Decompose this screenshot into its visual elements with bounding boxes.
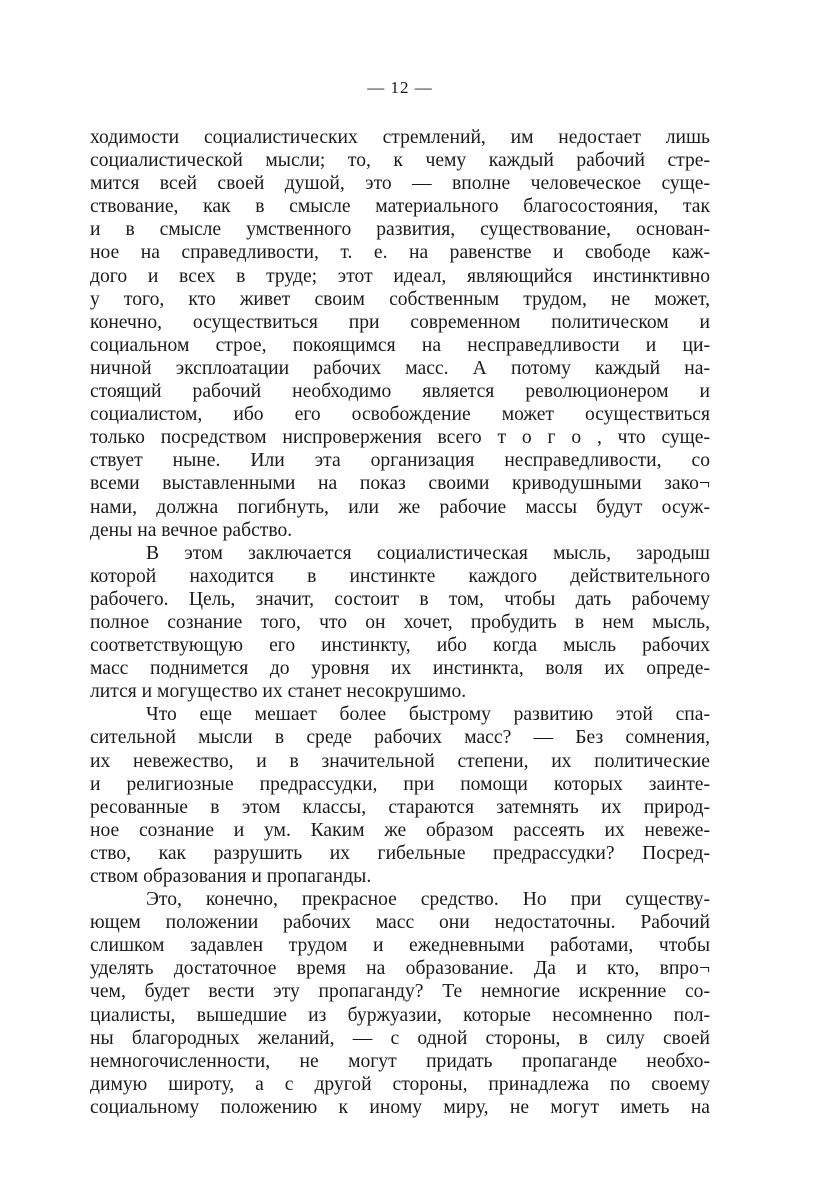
paragraph: [90, 126, 710, 542]
paragraph: [90, 542, 710, 704]
text-line: лится и могущество их станет несокрушимо.: [90, 681, 467, 703]
text-line: чем, будет вести эту пропаганду? Те немногие искренние со-: [90, 981, 710, 1003]
text-line: конечно, осуществиться при современном политическом и: [90, 311, 710, 333]
text-line: уделять достаточное время на образование. Да и кто, впро¬: [90, 958, 710, 980]
text-line: ничной эксплоатации рабочих масс. А потому каждый на-: [90, 357, 710, 379]
text-line: Это, конечно, прекрасное средство. Но при существу-: [146, 889, 710, 911]
text-line: ное сознание и ум. Каким же образом рассеять их невеже-: [90, 819, 710, 841]
text-line: нами, должна погибнуть, или же рабочие массы будут осуж-: [90, 496, 710, 518]
text-line: дого и всех в труде; этот идеал, являющийся инстинктивно: [90, 265, 710, 287]
text-line: у того, кто живет своим собственным трудом, не может,: [90, 288, 710, 310]
text-line: всеми выставленными на показ своими криводушными зако¬: [90, 473, 710, 495]
text-line: только посредством ниспровержения всего т о г о , что суще-: [90, 427, 710, 449]
text-line: социальном строе, покоящимся на несправедливости и ци-: [90, 334, 710, 356]
text-line: рабочего. Цель, значит, состоит в том, чтобы дать рабочему: [90, 588, 710, 610]
text-line: масс поднимется до уровня их инстинкта, воля их опреде-: [90, 658, 710, 680]
text-line: сительной мысли в среде рабочих масс? — Без сомнения,: [90, 727, 710, 749]
text-line: слишком задавлен трудом и ежедневными работами, чтобы: [90, 935, 710, 957]
text-line: димую широту, а с другой стороны, принадлежа по своему: [90, 1073, 710, 1095]
paragraph: [90, 888, 710, 1119]
text-line: которой находится в инстинкте каждого действительного: [90, 565, 710, 587]
text-line: ство, как разрушить их гибельные предрассудки? Посред-: [90, 842, 710, 864]
text-line: и в смысле умственного развития, существование, основан-: [90, 219, 710, 241]
text-line: ное на справедливости, т. е. на равенстве и свободе каж-: [90, 242, 710, 264]
text-line: ством образования и пропаганды.: [90, 866, 372, 887]
text-line: дены на вечное рабство.: [90, 519, 293, 541]
text-line: их невежество, и в значительной степени, их политические: [90, 750, 710, 772]
text-line: В этом заключается социалистическая мысль, зародыш: [146, 542, 710, 564]
body-text: [90, 126, 710, 1119]
paragraph: [90, 703, 710, 888]
text-line: ны благородных желаний, — с одной стороны, в силу своей: [90, 1027, 710, 1049]
text-line: немногочисленности, не могут придать пропаганде необхо-: [90, 1050, 710, 1072]
page-number: — 12 —: [367, 78, 433, 97]
text-line: полное сознание того, что он хочет, пробудить в нем мысль,: [90, 611, 710, 633]
text-line: ходимости социалистических стремлений, им недостает лишь: [90, 127, 710, 148]
text-line: ствует ныне. Или эта организация несправедливости, со: [90, 450, 710, 472]
text-line: социалистом, ибо его освобождение может осуществиться: [90, 404, 710, 426]
text-line: мится всей своей душой, это — вполне человеческое суще-: [90, 173, 710, 195]
text-line: циалисты, вышедшие из буржуазии, которые несомненно пол-: [90, 1004, 710, 1026]
text-line: социальному положению к иному миру, не могут иметь на: [90, 1096, 710, 1118]
text-line: социалистической мысли; то, к чему каждый рабочий стре-: [90, 150, 710, 172]
text-line: стоящий рабочий необходимо является революционером и: [90, 381, 710, 403]
text-line: и религиозные предрассудки, при помощи которых заинте-: [90, 773, 710, 795]
text-line: соответствующую его инстинкту, ибо когда мысль рабочих: [90, 635, 710, 657]
text-line: ющем положении рабочих масс они недостаточны. Рабочий: [90, 912, 710, 934]
text-line: ресованные в этом классы, стараются затемнять их природ-: [90, 796, 710, 818]
text-line: Что еще мешает более быстрому развитию этой спа-: [146, 704, 710, 726]
text-line: ствование, как в смысле материального благосостояния, так: [90, 196, 710, 218]
